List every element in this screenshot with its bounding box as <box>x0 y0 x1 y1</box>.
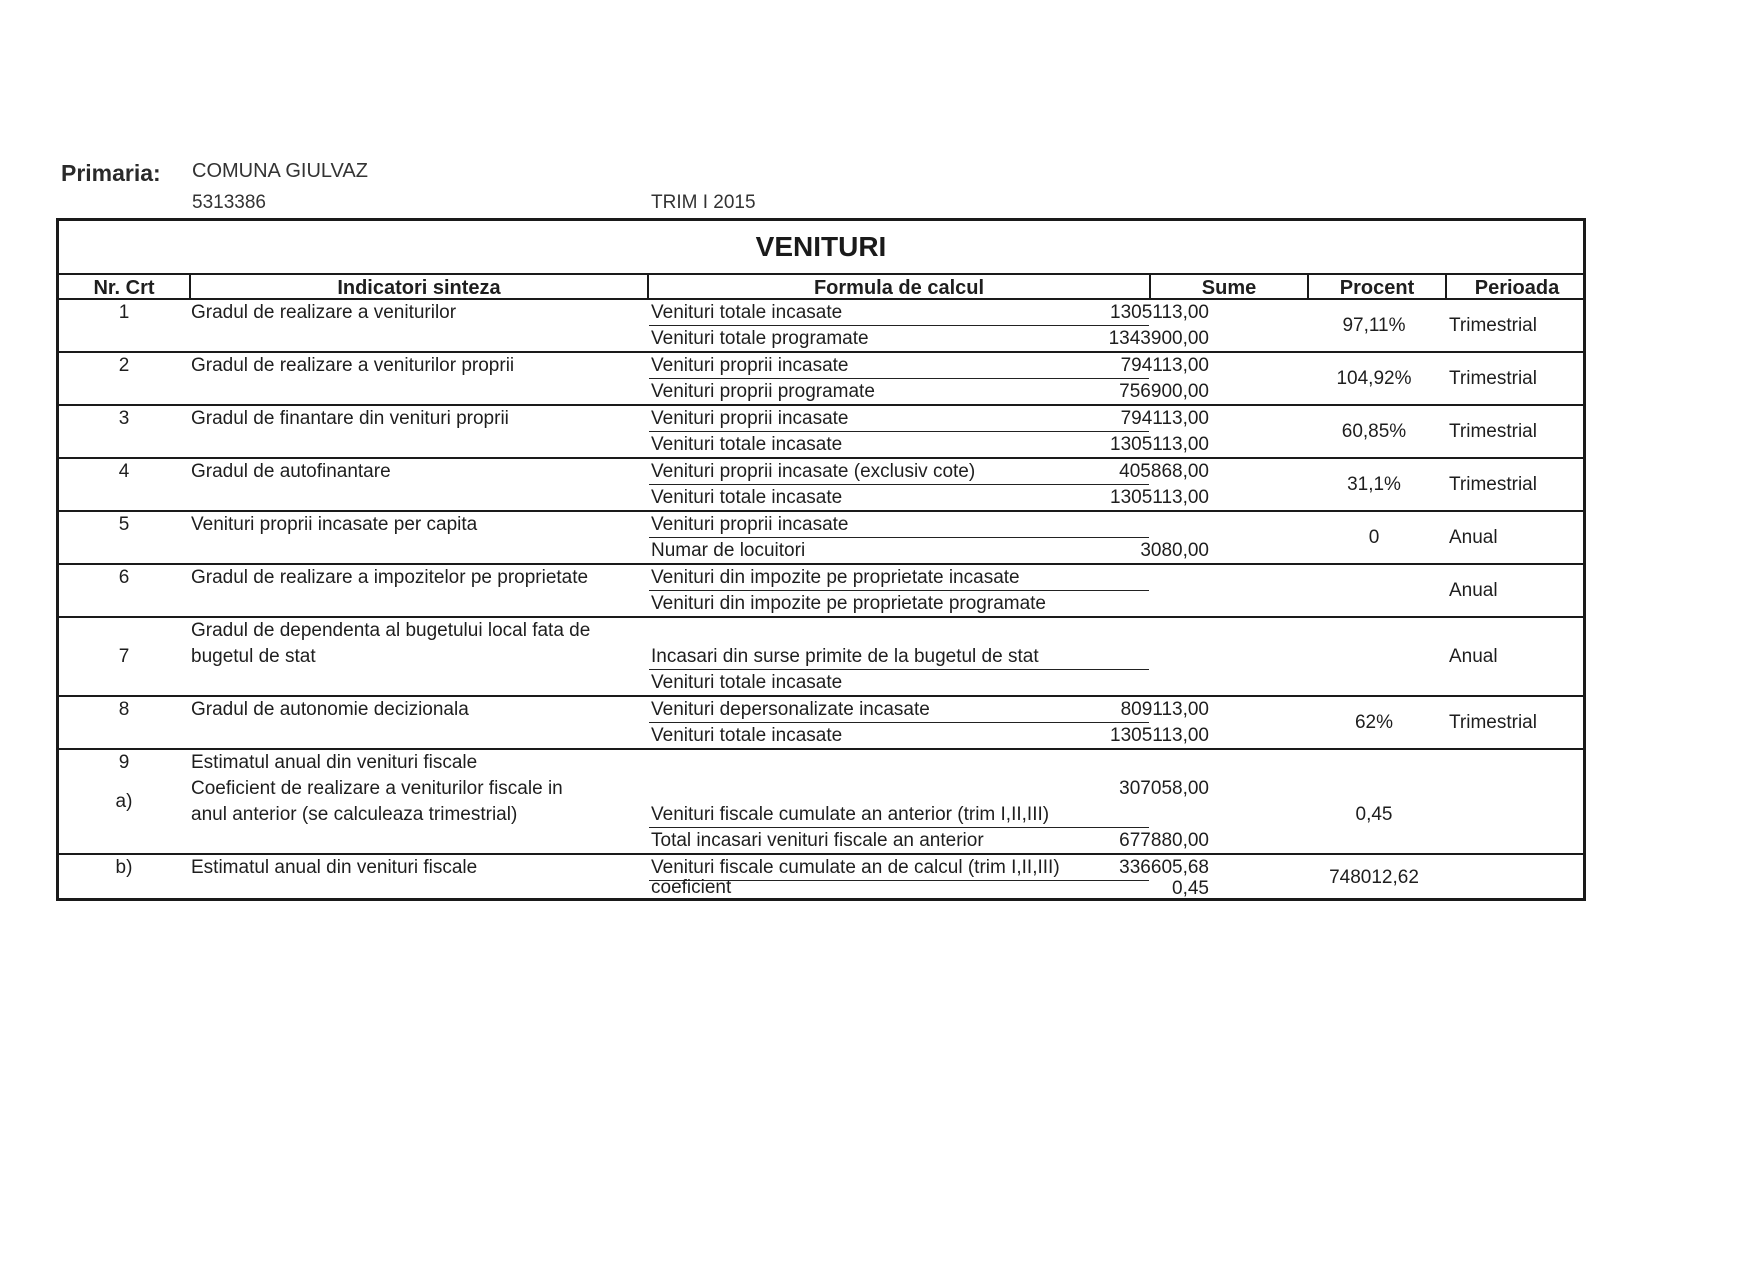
table-title: VENITURI <box>755 231 887 262</box>
sum-denominator: 3080,00 <box>1140 540 1209 561</box>
row-period: Anual <box>1449 580 1498 601</box>
formula-denominator: Total incasari venituri fiscale an anterior <box>651 830 984 851</box>
row-indicator-line3: anul anterior (se calculeaza trimestrial) <box>191 804 518 825</box>
sum-numerator: 336605,68 <box>1119 857 1209 878</box>
row-period: Trimestrial <box>1449 368 1537 389</box>
col-header-indicator: Indicatori sinteza <box>337 277 501 299</box>
row-percent: 0,45 <box>1355 804 1393 825</box>
sum-denominator: 677880,00 <box>1119 830 1209 851</box>
row-percent: 104,92% <box>1336 368 1412 389</box>
formula-numerator: Venituri depersonalizate incasate <box>651 699 930 720</box>
sum-denominator: 1343900,00 <box>1108 328 1209 349</box>
formula-numerator: Venituri fiscale cumulate an anterior (trim I,II,III) <box>651 804 1050 825</box>
row-divider <box>59 616 1583 618</box>
fraction-line <box>649 325 1149 326</box>
fraction-line <box>649 590 1149 591</box>
sum-denominator: 1305113,00 <box>1110 487 1209 508</box>
formula-numerator: Incasari din surse primite de la bugetul de stat <box>651 646 1039 667</box>
row-divider <box>59 853 1583 855</box>
sum-denominator: 756900,00 <box>1119 381 1209 402</box>
row-indicator: Gradul de realizare a impozitelor pe proprietate <box>191 567 589 588</box>
fraction-line <box>649 378 1149 379</box>
formula-denominator: Numar de locuitori <box>651 540 806 561</box>
formula-numerator: Venituri proprii incasate (exclusiv cote) <box>651 461 976 482</box>
sum-denominator: 0,45 <box>1172 878 1209 899</box>
formula-numerator: Venituri fiscale cumulate an de calcul (trim I,II,III) <box>651 857 1060 878</box>
col-header-formula: Formula de calcul <box>813 277 985 299</box>
row-divider <box>59 563 1583 565</box>
sum-denominator: 1305113,00 <box>1110 725 1209 746</box>
fraction-line <box>649 431 1149 432</box>
row-divider <box>59 748 1583 750</box>
row-divider <box>59 695 1583 697</box>
row-indicator: Gradul de finantare din venituri proprii <box>191 408 509 429</box>
fraction-line <box>649 827 1149 828</box>
row-indicator-line1: Gradul de dependenta al bugetului local fata de <box>191 620 591 641</box>
formula-denominator: Venituri totale incasate <box>651 487 843 508</box>
row-number: 5 <box>118 514 130 535</box>
formula-numerator: Venituri proprii incasate <box>651 355 849 376</box>
sum-numerator: 405868,00 <box>1119 461 1209 482</box>
formula-denominator: coeficient <box>651 877 732 898</box>
row-divider <box>59 351 1583 353</box>
row-subnumber: a) <box>115 791 133 812</box>
sum-numerator: 307058,00 <box>1119 778 1209 799</box>
col-header-nr: Nr. Crt <box>93 277 155 299</box>
row-period: Trimestrial <box>1449 421 1537 442</box>
row-number: 3 <box>118 408 130 429</box>
row-number: 9 <box>118 752 130 773</box>
row-divider <box>59 404 1583 406</box>
row-percent: 31,1% <box>1347 474 1401 495</box>
header-divider <box>59 298 1583 300</box>
fraction-line <box>649 537 1149 538</box>
sum-numerator: 794113,00 <box>1120 408 1209 429</box>
title-divider <box>59 273 1583 275</box>
fraction-line <box>649 722 1149 723</box>
row-number: 8 <box>118 699 130 720</box>
formula-numerator: Venituri din impozite pe proprietate incasate <box>651 567 1020 588</box>
sum-numerator: 1305113,00 <box>1110 302 1209 323</box>
formula-numerator: Venituri totale incasate <box>651 302 843 323</box>
revenue-table <box>56 218 1586 901</box>
row-number: b) <box>115 857 133 878</box>
row-indicator: Venituri proprii incasate per capita <box>191 514 478 535</box>
sum-numerator: 794113,00 <box>1120 355 1209 376</box>
formula-denominator: Venituri proprii programate <box>651 381 875 402</box>
row-period: Anual <box>1449 527 1498 548</box>
row-indicator-line2: bugetul de stat <box>191 646 316 667</box>
formula-numerator: Venituri proprii incasate <box>651 408 849 429</box>
row-indicator: Estimatul anual din venituri fiscale <box>191 857 478 878</box>
row-indicator: Gradul de realizare a veniturilor <box>191 302 457 323</box>
sum-numerator: 809113,00 <box>1120 699 1209 720</box>
row-indicator: Gradul de realizare a veniturilor proprii <box>191 355 515 376</box>
col-header-procent: Procent <box>1339 277 1415 299</box>
primaria-label: Primaria: <box>61 160 161 186</box>
formula-denominator: Venituri totale incasate <box>651 434 843 455</box>
row-divider <box>59 510 1583 512</box>
col-header-sume: Sume <box>1201 277 1257 299</box>
row-period: Anual <box>1449 646 1498 667</box>
row-indicator-line1: Estimatul anual din venituri fiscale <box>191 752 478 773</box>
formula-numerator: Venituri proprii incasate <box>651 514 849 535</box>
row-percent: 97,11% <box>1342 315 1406 336</box>
row-divider <box>59 457 1583 459</box>
fiscal-code: 5313386 <box>192 192 266 213</box>
row-indicator: Gradul de autonomie decizionala <box>191 699 469 720</box>
formula-denominator: Venituri din impozite pe proprietate programate <box>651 593 1047 614</box>
row-percent: 0 <box>1368 527 1380 548</box>
fraction-line <box>649 669 1149 670</box>
row-number: 1 <box>118 302 130 323</box>
fraction-line <box>649 484 1149 485</box>
row-number: 6 <box>118 567 130 588</box>
row-percent: 62% <box>1354 712 1394 733</box>
row-percent: 60,85% <box>1341 421 1407 442</box>
row-number: 2 <box>118 355 130 376</box>
commune-name: COMUNA GIULVAZ <box>192 160 368 182</box>
row-number: 4 <box>118 461 130 482</box>
row-indicator: Gradul de autofinantare <box>191 461 391 482</box>
sum-denominator: 1305113,00 <box>1110 434 1209 455</box>
row-estimate-value: 748012,62 <box>1329 867 1419 888</box>
row-number: 7 <box>118 646 130 667</box>
row-period: Trimestrial <box>1449 712 1537 733</box>
formula-denominator: Venituri totale incasate <box>651 672 843 693</box>
row-period: Trimestrial <box>1449 315 1537 336</box>
formula-denominator: Venituri totale incasate <box>651 725 843 746</box>
row-indicator-line2: Coeficient de realizare a veniturilor fiscale in <box>191 778 563 799</box>
col-header-perioada: Perioada <box>1474 277 1560 299</box>
report-period: TRIM I 2015 <box>651 192 756 213</box>
row-period: Trimestrial <box>1449 474 1537 495</box>
formula-denominator: Venituri totale programate <box>651 328 869 349</box>
